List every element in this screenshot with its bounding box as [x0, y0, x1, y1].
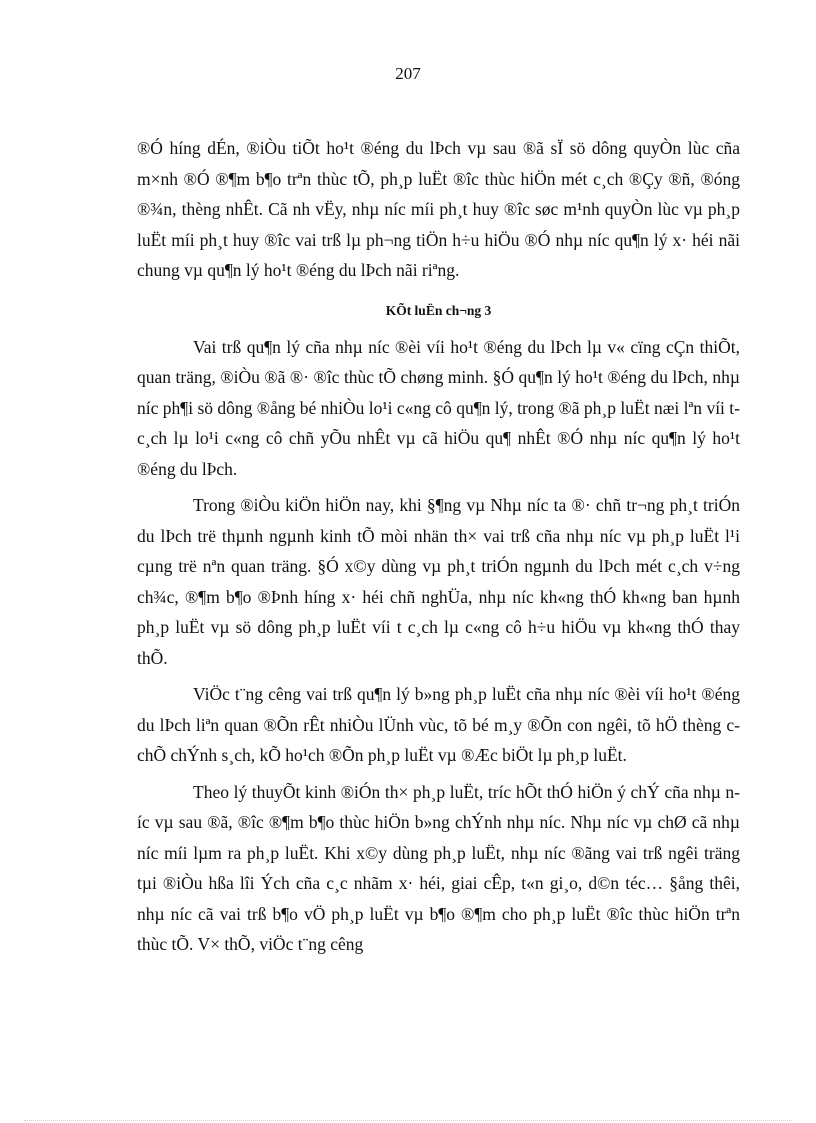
page-number: 207 [395, 64, 421, 83]
body-paragraph-3: Trong ®iÒu kiÖn hiÖn nay, khi §¶ng vµ Nhµ níc ta ®· chñ tr¬ng ph¸t triÓn du lÞch trë thµnh ngµnh kinh tÕ mòi nhän th× vai trß cña nhµ níc vµ ph¸p luËt l¹i cµng trë nªn quan träng. §Ó x©y dùng vµ ph¸t triÓn ngµnh du lÞch mét c¸ch v÷ng ch¾c, ®¶m b¶o ®Þnh híng x· héi chñ nghÜa, nhµ níc kh«ng thÓ kh«ng ban hµnh ph¸p luËt vµ sö dông ph¸p luËt víi t c¸ch lµ c«ng cô h÷u hiÖu vµ kh«ng thÓ thay thÕ. [137, 495, 740, 668]
page-bottom-divider [24, 1120, 792, 1121]
body-paragraph-5: Theo lý thuyÕt kinh ®iÓn th× ph¸p luËt, tríc hÕt thÓ hiÖn ý chÝ cña nhµ níc vµ sau ®ã, ®îc ®¶m b¶o thùc hiÖn b»ng chÝnh nhµ níc. Nhµ níc vµ chØ cã nhµ níc míi lµm ra ph¸p luËt. Khi x©y dùng ph¸p luËt, nhµ níc ®ãng vai trß ngêi träng tµi ®iÒu hßa lîi Ých cña c¸c nhãm x· héi, giai cÊp, t«n gi¸o, d©n téc… §ång thêi, nhµ níc cã vai trß b¶o vÖ ph¸p luËt vµ b¶o ®¶m cho ph¸p luËt ®îc thùc hiÖn trªn thùc tÕ. V× thÕ, viÖc t¨ng cêng [137, 781, 740, 954]
body-paragraph-4: ViÖc t¨ng cêng vai trß qu¶n lý b»ng ph¸p luËt cña nhµ níc ®èi víi ho¹t ®éng du lÞch liªn quan ®Õn rÊt nhiÒu lÜnh vùc, tõ bé m¸y ®Õn con ngêi, tõ hÖ thèng c chÕ chÝnh s¸ch, kÕ ho¹ch ®Õn ph¸p luËt vµ ®Æc biÖt lµ ph¸p luËt. [137, 684, 740, 765]
body-paragraph-2: Vai trß qu¶n lý cña nhµ níc ®èi víi ho¹t ®éng du lÞch lµ v« cïng cÇn thiÕt, quan träng, ®iÒu ®ã ®· ®îc thùc tÕ chøng minh. §Ó qu¶n lý ho¹t ®éng du lÞch, nhµ níc ph¶i sö dông ®ång bé nhiÒu lo¹i c«ng cô qu¶n lý, trong ®ã ph¸p luËt næi lªn víi t c¸ch lµ lo¹i c«ng cô chñ yÕu nhÊt vµ cã hiÖu qu¶ nhÊt ®Ó nhµ níc qu¶n lý ho¹t ®éng du lÞch. [137, 336, 740, 479]
page-body [137, 133, 740, 960]
section-heading: KÕt luËn ch¬ng 3 [385, 302, 492, 318]
body-paragraph-1: ®Ó híng dÉn, ®iÒu tiÕt ho¹t ®éng du lÞch vµ sau ®ã sÏ sö dông quyÒn lùc cña m×nh ®Ó ®¶m b¶o trªn thùc tÕ, ph¸p luËt ®îc thùc hiÖn mét c¸ch ®Çy ®ñ, ®óng ®¾n, thèng nhÊt. Cã nh vËy, nhµ níc míi ph¸t huy ®îc søc m¹nh quyÒn lùc vµ ph¸p luËt míi ph¸t huy ®îc vai trß lµ ph¬ng tiÖn h÷u hiÖu ®Ó nhµ níc qu¶n lý x· héi nãi chung vµ qu¶n lý ho¹t ®éng du lÞch nãi riªng. [137, 138, 740, 280]
